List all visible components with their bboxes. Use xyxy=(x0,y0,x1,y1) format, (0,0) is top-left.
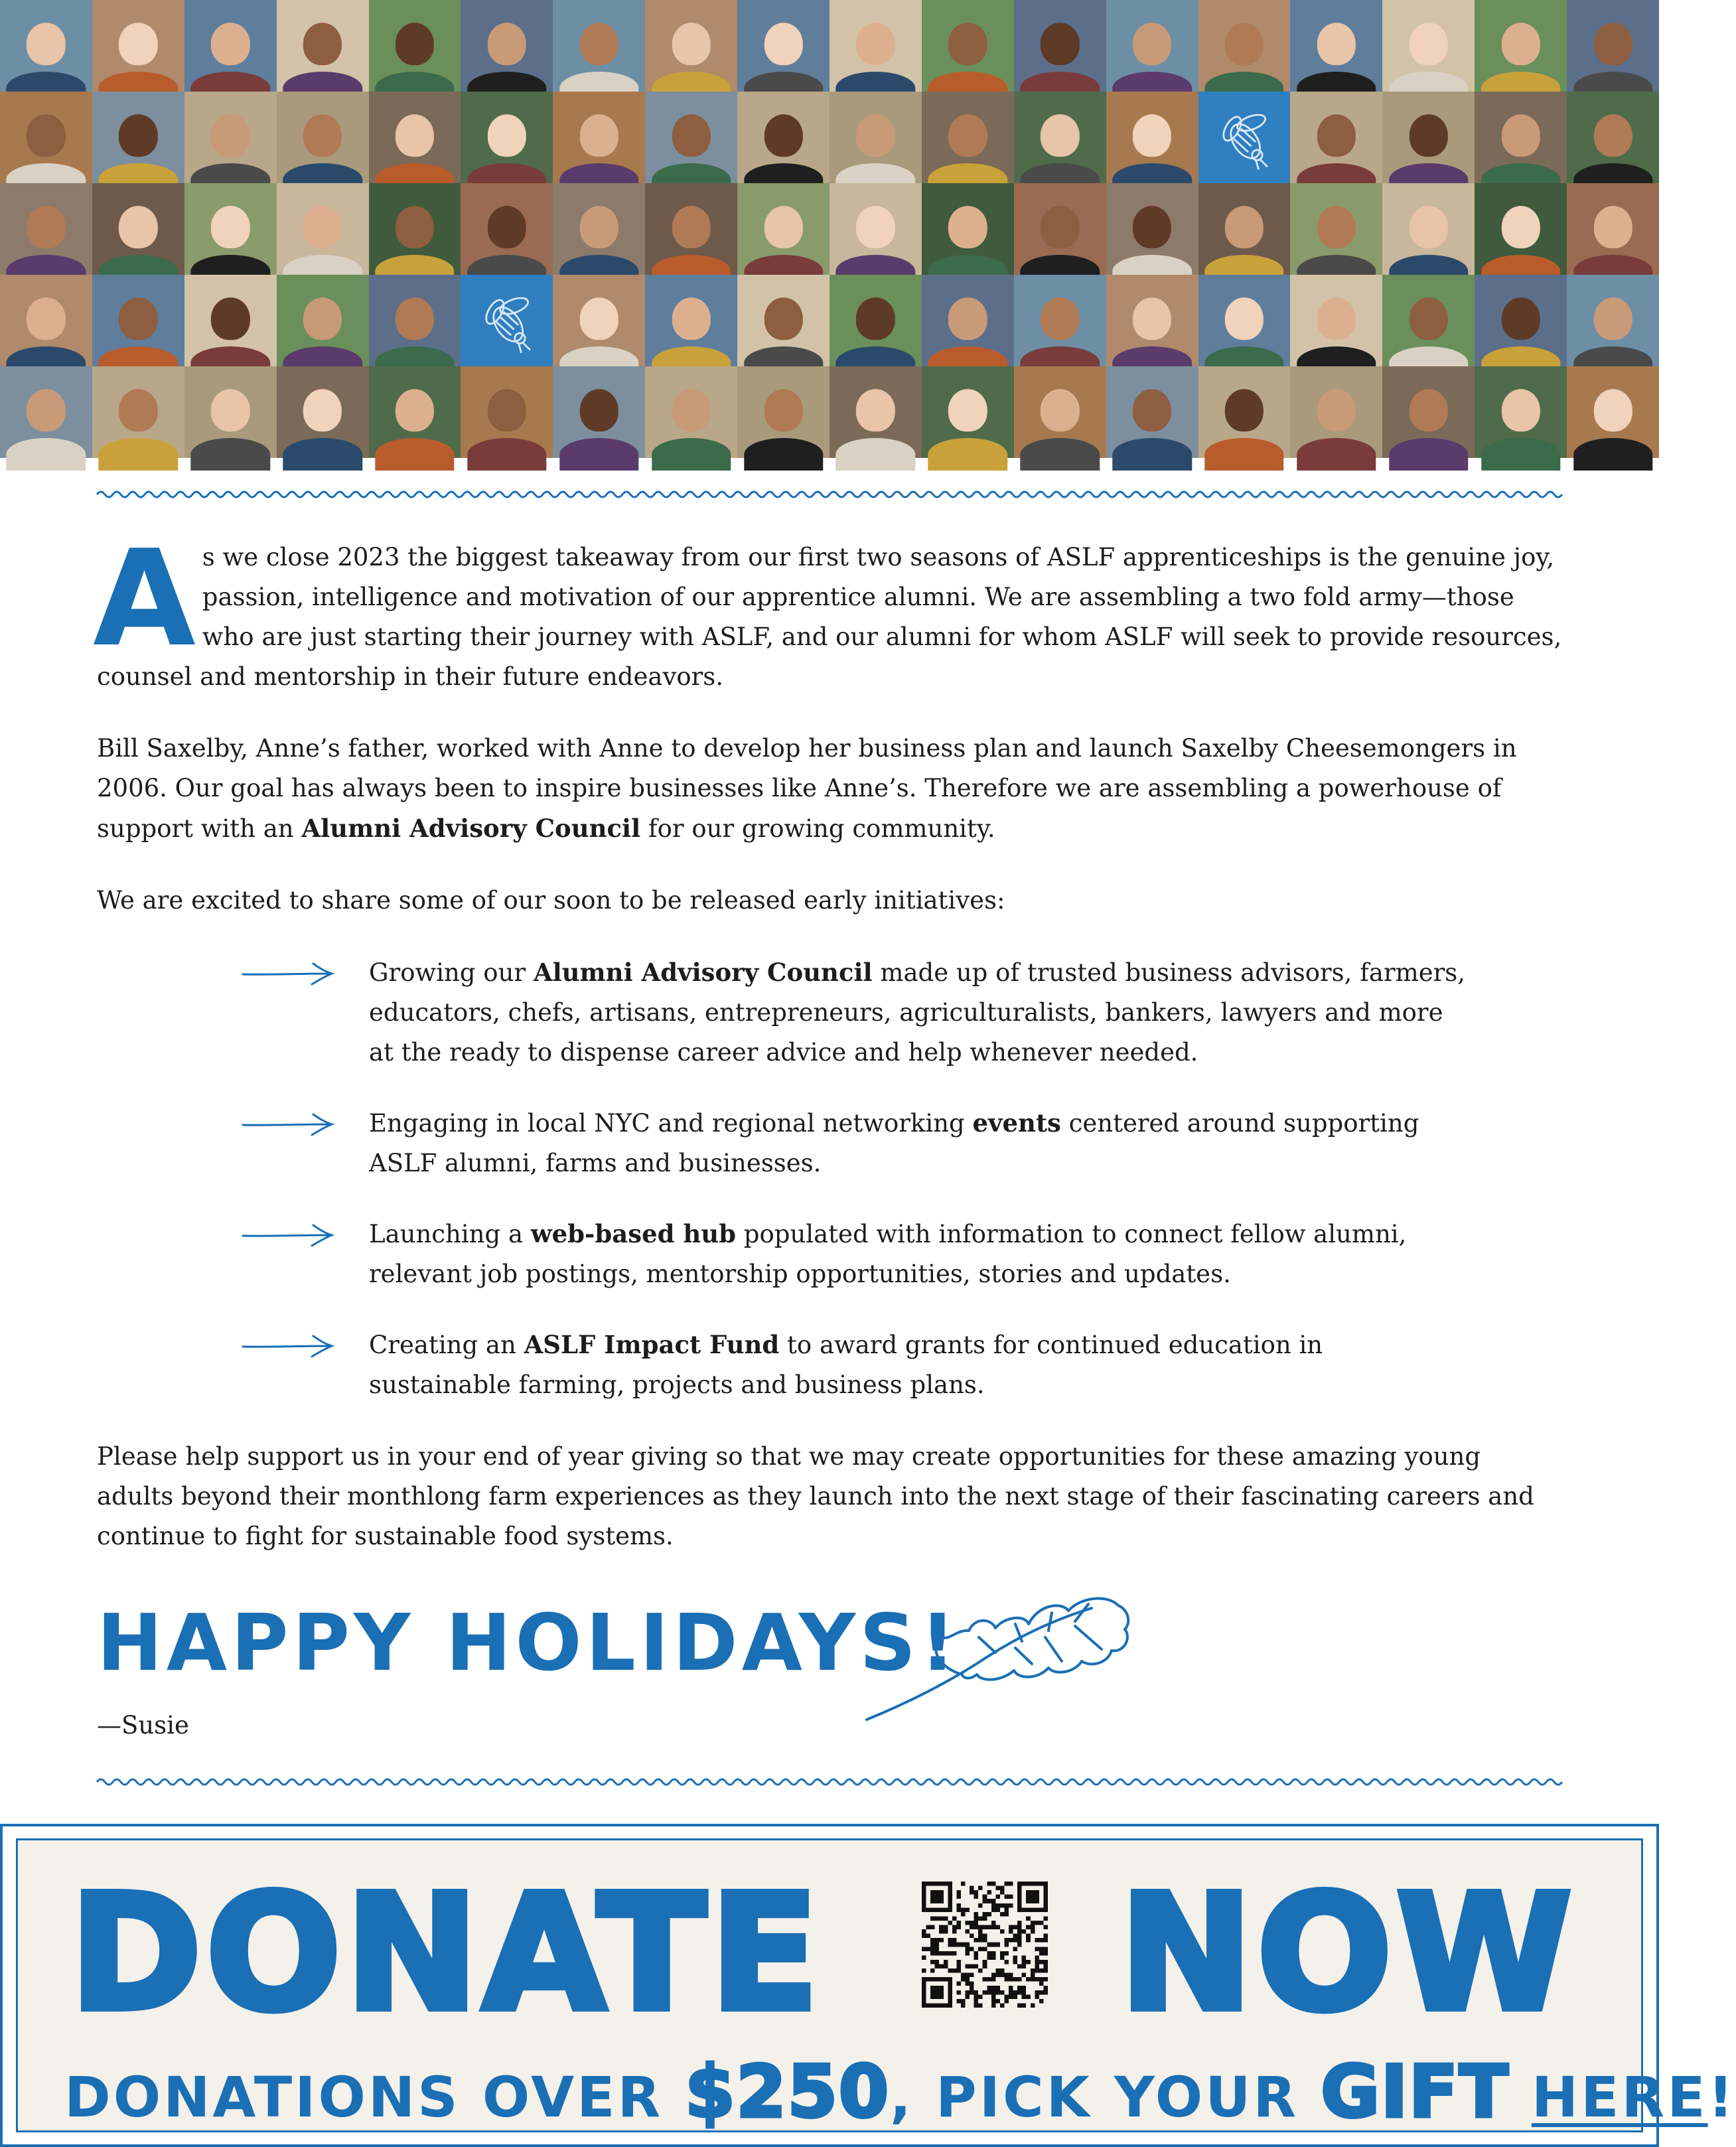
gift-callout-text: DONATIONS OVER xyxy=(64,2065,686,2130)
apprentice-photo xyxy=(184,275,277,366)
apprentice-photo xyxy=(553,183,645,275)
apprentice-photo xyxy=(553,0,645,92)
face-shape xyxy=(1410,390,1448,431)
apprentice-photo xyxy=(1475,183,1567,275)
face-shape xyxy=(27,23,65,65)
face-shape xyxy=(211,390,250,431)
apprentice-photo xyxy=(1290,92,1382,183)
face-shape xyxy=(580,390,618,431)
item-text-end: to award grants for continued education in sustainable farming, projects and business plans. xyxy=(369,1331,1323,1399)
apprentice-photo xyxy=(737,92,830,183)
apprentice-photo xyxy=(830,92,922,183)
face-shape xyxy=(1225,206,1264,248)
face-shape xyxy=(948,23,987,65)
face-shape xyxy=(1593,390,1632,431)
face-shape xyxy=(1225,390,1264,431)
apprentice-photo xyxy=(369,275,461,366)
face-shape xyxy=(27,390,65,431)
apprentice-photo xyxy=(0,183,92,275)
face-shape xyxy=(211,298,250,340)
face-shape xyxy=(1133,390,1171,431)
now-heading[interactable]: NOW xyxy=(1120,1860,1576,2046)
apprentice-photo xyxy=(645,183,737,275)
arrow-right-icon xyxy=(242,962,334,986)
apprentice-photo xyxy=(0,275,92,366)
face-shape xyxy=(1593,206,1632,248)
apprentice-photo xyxy=(645,366,737,458)
apprentice-photo xyxy=(184,92,277,183)
face-shape xyxy=(303,115,342,157)
apprentice-photo xyxy=(1475,275,1567,366)
list-item xyxy=(369,1214,1471,1294)
apprentice-photo xyxy=(1567,0,1659,92)
face-shape xyxy=(1501,298,1540,340)
face-shape xyxy=(580,115,618,157)
apprentice-photo xyxy=(922,275,1014,366)
apprentice-photo xyxy=(922,0,1014,92)
face-shape xyxy=(27,115,65,157)
arugula-leaf-illustration xyxy=(863,1590,1135,1726)
shoulders-shape xyxy=(1204,438,1283,471)
face-shape xyxy=(764,115,802,157)
face-shape xyxy=(488,23,526,65)
intro-paragraph xyxy=(93,522,1563,697)
face-shape xyxy=(1041,206,1079,248)
apprentice-photo xyxy=(1382,275,1475,366)
item-text-end: made up of trusted business advisors, farmers, educators, chefs, artisans, entrepreneurs, agriculturalists, bankers, lawyers and more at the ready to dispense career advice and help whenever needed. xyxy=(369,958,1466,1067)
apprentice-photo xyxy=(0,0,92,92)
happy-holidays-heading: HAPPY HOLIDAYS! xyxy=(97,1597,960,1688)
apprentice-photo xyxy=(1290,366,1382,458)
face-shape xyxy=(948,115,987,157)
apprentice-photo xyxy=(1475,0,1567,92)
item-text: Engaging in local NYC and regional networking xyxy=(369,1109,973,1138)
face-shape xyxy=(27,298,65,340)
apprentice-photo xyxy=(461,366,553,458)
donate-heading[interactable]: DONATE xyxy=(70,1860,823,2046)
face-shape xyxy=(1593,115,1632,157)
signature: —Susie xyxy=(97,1711,189,1740)
shoulders-shape xyxy=(283,438,362,471)
face-shape xyxy=(1317,390,1356,431)
list-item xyxy=(369,1325,1471,1405)
apprentice-photo xyxy=(1106,366,1198,458)
face-shape xyxy=(672,206,710,248)
bee-illustration-tile xyxy=(461,275,553,366)
face-shape xyxy=(672,390,710,431)
apprentice-photo xyxy=(922,92,1014,183)
face-shape xyxy=(396,298,434,340)
pick-gift-here-link[interactable]: HERE xyxy=(1531,2065,1708,2130)
apprentice-photo xyxy=(92,275,184,366)
face-shape xyxy=(303,23,342,65)
item-emphasis: events xyxy=(972,1108,1061,1138)
apprentice-photo xyxy=(277,366,369,458)
list-item xyxy=(369,1103,1471,1183)
apprentice-photo xyxy=(737,183,830,275)
shoulders-shape xyxy=(467,438,546,471)
face-shape xyxy=(396,206,434,248)
face-shape xyxy=(488,390,526,431)
gift-callout xyxy=(64,2051,1736,2134)
apprentice-photo xyxy=(184,0,277,92)
face-shape xyxy=(580,206,618,248)
shoulders-shape xyxy=(1573,438,1652,471)
apprentice-photo xyxy=(1198,0,1291,92)
item-emphasis: ASLF Impact Fund xyxy=(524,1330,780,1359)
apprentice-photo xyxy=(1014,183,1106,275)
apprentice-photo xyxy=(1290,183,1382,275)
face-shape xyxy=(396,390,434,431)
face-shape xyxy=(1317,206,1356,248)
face-shape xyxy=(1501,115,1540,157)
face-shape xyxy=(1317,23,1356,65)
bee-icon xyxy=(470,284,543,357)
apprentice-photo xyxy=(0,92,92,183)
apprentice-photo xyxy=(830,0,922,92)
gift-word: GIFT xyxy=(1321,2051,1510,2134)
apprentice-photo xyxy=(0,366,92,458)
apprentice-photo xyxy=(830,183,922,275)
apprentice-photo xyxy=(369,0,461,92)
saxelby-text: Bill Saxelby, Anne’s father, worked with Anne to develop her business plan and launch Saxelby Cheesemongers in 2006. Our goal has always been to inspire businesses like Anne’s. Therefore we are assembling a powerhouse of support with an xyxy=(97,734,1517,843)
face-shape xyxy=(1501,206,1540,248)
apprentice-photo xyxy=(184,183,277,275)
shoulders-shape xyxy=(652,438,731,471)
apprentice-photo xyxy=(369,366,461,458)
apprentice-photo xyxy=(737,0,830,92)
item-emphasis: Alumni Advisory Council xyxy=(533,958,873,987)
apprentice-photo xyxy=(1382,0,1475,92)
apprentice-photo xyxy=(737,275,830,366)
face-shape xyxy=(1593,298,1632,340)
apprentice-photo xyxy=(1198,183,1291,275)
face-shape xyxy=(856,390,895,431)
face-shape xyxy=(672,298,710,340)
apprentice-photo xyxy=(1567,183,1659,275)
gift-callout-end: ! xyxy=(1707,2065,1736,2130)
apprentice-photo xyxy=(645,0,737,92)
shoulders-shape xyxy=(1481,438,1560,471)
wavy-divider-bottom xyxy=(97,1775,1562,1789)
shoulders-shape xyxy=(559,438,638,471)
apprentice-photo xyxy=(1106,0,1198,92)
face-shape xyxy=(1410,298,1448,340)
apprentice-photo xyxy=(1382,366,1475,458)
closing-paragraph: Please help support us in your end of year giving so that we may create opportunities for these amazing young adults beyond their monthlong farm experiences as they launch into the next stage of their fascinating careers and continue to fight for sustainable food systems. xyxy=(97,1442,1534,1550)
apprentice-photo xyxy=(277,92,369,183)
face-shape xyxy=(856,206,895,248)
gift-callout-text-2: , PICK YOUR xyxy=(890,2065,1321,2130)
item-text-end: populated with information to connect fellow alumni, relevant job postings, mentorship opportunities, stories and updates. xyxy=(369,1220,1407,1288)
face-shape xyxy=(396,115,434,157)
apprentice-photo xyxy=(1290,0,1382,92)
apprentice-photo xyxy=(645,92,737,183)
face-shape xyxy=(1041,115,1079,157)
face-shape xyxy=(1041,390,1079,431)
apprentice-photo xyxy=(1106,183,1198,275)
face-shape xyxy=(948,298,987,340)
face-shape xyxy=(1410,115,1448,157)
face-shape xyxy=(580,298,618,340)
apprentice-photo xyxy=(92,183,184,275)
face-shape xyxy=(764,206,802,248)
shoulders-shape xyxy=(99,438,178,471)
bee-icon xyxy=(1207,101,1281,174)
face-shape xyxy=(1410,206,1448,248)
apprentice-photo xyxy=(369,183,461,275)
face-shape xyxy=(1501,23,1540,65)
face-shape xyxy=(119,390,157,431)
face-shape xyxy=(211,23,250,65)
apprentice-photo xyxy=(1014,275,1106,366)
shoulders-shape xyxy=(1020,438,1099,471)
shoulders-shape xyxy=(190,438,269,471)
apprentice-photo xyxy=(830,275,922,366)
apprentice-photo xyxy=(461,0,553,92)
face-shape xyxy=(1317,115,1356,157)
initiatives-intro: We are excited to share some of our soon to be released early initiatives: xyxy=(97,886,1005,915)
face-shape xyxy=(1041,23,1079,65)
face-shape xyxy=(1593,23,1632,65)
alumni-council-emphasis: Alumni Advisory Council xyxy=(301,814,641,843)
saxelby-paragraph xyxy=(97,729,1563,849)
apprentice-photo xyxy=(922,183,1014,275)
apprentice-photo-grid xyxy=(0,0,1659,458)
shoulders-shape xyxy=(1297,438,1376,471)
apprentice-photo xyxy=(369,92,461,183)
apprentice-photo xyxy=(184,366,277,458)
face-shape xyxy=(211,206,250,248)
apprentice-photo xyxy=(553,366,645,458)
apprentice-photo xyxy=(1014,92,1106,183)
donation-qr-code[interactable] xyxy=(922,1882,1048,2008)
face-shape xyxy=(119,298,157,340)
face-shape xyxy=(1041,298,1079,340)
face-shape xyxy=(303,206,342,248)
apprentice-photo xyxy=(1014,366,1106,458)
intro-text: s we close 2023 the biggest takeaway from our first two seasons of ASLF apprenticeships is the genuine joy, passion, intelligence and motivation of our apprentice alumni. We are assembling a two fold army—those who are just starting their journey with ASLF, and our alumni for whom ASLF will seek to provide resources, counsel and mentorship in their future endeavors. xyxy=(97,543,1562,691)
face-shape xyxy=(764,390,802,431)
shoulders-shape xyxy=(7,438,86,471)
item-text: Creating an xyxy=(369,1331,524,1359)
apprentice-photo xyxy=(1198,275,1291,366)
shoulders-shape xyxy=(375,438,454,471)
face-shape xyxy=(119,23,157,65)
apprentice-photo xyxy=(461,92,553,183)
face-shape xyxy=(27,206,65,248)
face-shape xyxy=(948,390,987,431)
item-text-end: centered around supporting ASLF alumni, farms and businesses. xyxy=(369,1109,1419,1177)
apprentice-photo xyxy=(830,366,922,458)
face-shape xyxy=(396,23,434,65)
face-shape xyxy=(1225,23,1264,65)
apprentice-photo xyxy=(1106,92,1198,183)
donate-inner-frame xyxy=(16,1838,1736,2134)
face-shape xyxy=(764,298,802,340)
apprentice-photo xyxy=(1567,275,1659,366)
initiatives-list xyxy=(97,952,1471,1405)
face-shape xyxy=(1133,115,1171,157)
face-shape xyxy=(856,298,895,340)
apprentice-photo xyxy=(92,366,184,458)
apprentice-photo xyxy=(1382,92,1475,183)
face-shape xyxy=(764,23,802,65)
face-shape xyxy=(672,23,710,65)
apprentice-photo xyxy=(277,0,369,92)
face-shape xyxy=(211,115,250,157)
donate-panel xyxy=(0,1824,1736,2147)
shoulders-shape xyxy=(1389,438,1468,471)
apprentice-photo xyxy=(277,183,369,275)
apprentice-photo xyxy=(92,92,184,183)
drop-cap: A xyxy=(93,522,196,676)
apprentice-photo xyxy=(1014,0,1106,92)
shoulders-shape xyxy=(1112,438,1191,471)
apprentice-photo xyxy=(92,0,184,92)
face-shape xyxy=(856,115,895,157)
apprentice-photo xyxy=(553,275,645,366)
apprentice-photo xyxy=(1382,183,1475,275)
gift-threshold-amount: $250 xyxy=(685,2051,890,2134)
face-shape xyxy=(1133,298,1171,340)
apprentice-photo xyxy=(1567,366,1659,458)
apprentice-photo xyxy=(1475,366,1567,458)
face-shape xyxy=(303,390,342,431)
apprentice-photo xyxy=(553,92,645,183)
arrow-right-icon xyxy=(242,1223,334,1247)
face-shape xyxy=(488,115,526,157)
apprentice-photo xyxy=(922,366,1014,458)
shoulders-shape xyxy=(928,438,1007,471)
wavy-divider-top xyxy=(97,488,1562,501)
apprentice-photo xyxy=(1198,366,1291,458)
face-shape xyxy=(1410,23,1448,65)
face-shape xyxy=(119,115,157,157)
apprentice-photo xyxy=(737,366,830,458)
apprentice-photo xyxy=(645,275,737,366)
item-emphasis: web-based hub xyxy=(530,1219,737,1248)
face-shape xyxy=(119,206,157,248)
face-shape xyxy=(948,206,987,248)
face-shape xyxy=(488,206,526,248)
item-text: Growing our xyxy=(369,958,534,987)
face-shape xyxy=(1133,206,1171,248)
arrow-right-icon xyxy=(242,1112,334,1136)
item-text: Launching a xyxy=(369,1220,531,1248)
bee-illustration-tile xyxy=(1198,92,1291,183)
face-shape xyxy=(856,23,895,65)
apprentice-photo xyxy=(1106,275,1198,366)
shoulders-shape xyxy=(836,438,915,471)
apprentice-photo xyxy=(1290,275,1382,366)
face-shape xyxy=(1501,390,1540,431)
letter-body xyxy=(93,522,1563,1588)
apprentice-photo xyxy=(461,183,553,275)
face-shape xyxy=(672,115,710,157)
apprentice-photo xyxy=(277,275,369,366)
shoulders-shape xyxy=(744,438,823,471)
face-shape xyxy=(1133,23,1171,65)
gift-callout-space xyxy=(1510,2065,1532,2130)
saxelby-text-end: for our growing community. xyxy=(640,814,995,843)
face-shape xyxy=(580,23,618,65)
face-shape xyxy=(303,298,342,340)
apprentice-photo xyxy=(1567,92,1659,183)
apprentice-photo xyxy=(1475,92,1567,183)
arrow-right-icon xyxy=(242,1334,334,1358)
face-shape xyxy=(1225,298,1264,340)
list-item xyxy=(369,952,1471,1073)
face-shape xyxy=(1317,298,1356,340)
